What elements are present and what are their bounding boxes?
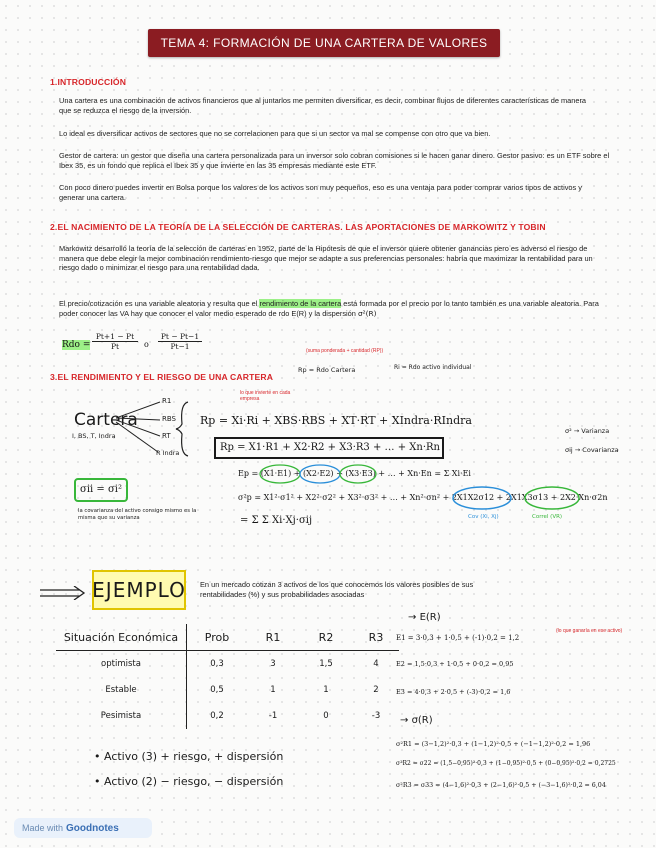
goodnotes-watermark: Made with Goodnotes <box>14 818 152 838</box>
conclusion-2: • Activo (2) − riesgo, − dispersión <box>94 775 284 788</box>
ep-highlights <box>258 462 378 486</box>
s2-calc: σ²R2 = σ22 = (1,5−0,95)²·0,3 + (1−0,95)²·0,5 + (0−0,95)²·0,2 = 0,2725 <box>396 760 616 767</box>
section-2-heading: 2.EL NACIMIENTO DE LA TEORÍA DE LA SELECCIÓN DE CARTERAS. LAS APORTACIONES DE MARKOWITZ Y TOBIN <box>50 222 546 232</box>
s2-paragraph-1: Markowitz desarrolló la teoría de la selección de carteras en 1952, parte de la Hipótesis de que el inversor quiere obtener ganancias pero es adverso el riesgo de manera que debe elegir la mejor combinación rendimiento-riesgo que mejor se adapte a sus preferencias personales: habría que maximizar la rentabilidad para un riesgo dado o minimizar el riesgo para una rentabilidad dada. <box>59 244 593 273</box>
rp-equation-2: Rp = X1·R1 + X2·R2 + X3·R3 + … + Xn·Rn <box>214 437 444 459</box>
s1-paragraph-4: Con poco dinero puedes invertir en Bolsa porque los valores de los activos son muy pequeños, eso es una ventaja para poder comprar varios tipos de activos y generar una cartera. <box>59 183 582 202</box>
weights-note: lo que invierte en cada empresa <box>240 390 291 402</box>
table-header-row: Situación Económica Prob R1 R2 R3 <box>56 624 399 651</box>
ejemplo-label: EJEMPLO <box>92 570 186 610</box>
table-row: Estable 0,5 1 1 2 <box>56 677 399 703</box>
sigma-covarianza: σij → Covarianza <box>565 446 619 454</box>
s2-paragraph-2: El precio/cotización es una variable aleatoria y resulta que el rendimiento de la cartera está formada por el precio por lo tanto también es una variable aleatoria. Para poder conocer las VA hay que conocer el valor medio esperado de rdo E(R) y la dispersión σ²(R) <box>59 299 599 318</box>
rdo-fraction-2: Pt − Pt−1 Pt−1 <box>158 332 202 351</box>
r-item-2: RBS <box>162 415 176 423</box>
e1-calc: E1 = 3·0,3 + 1·0,5 + (-1)·0,2 = 1,2 <box>396 634 520 642</box>
cartera-assets: I, BS, T, Indra <box>72 432 116 440</box>
variance-equation: σ²p = X1²·σ1² + X2²·σ2² + X3²·σ3² + … + Xn²·σn² + 2X1X2σ12 + 2X1X3σ13 + 2X2·Xn·σ2n <box>238 493 608 502</box>
variance-sum: = Σ Σ Xi·Xj·σij <box>240 515 313 526</box>
r-item-4: R Indra <box>156 449 180 457</box>
rdo-fraction-1: Pt+1 − Pt Pt <box>92 332 138 351</box>
rdo-label: Rdo = <box>62 340 91 350</box>
corr-note: Correl (VR) <box>532 514 563 520</box>
cartera-branches <box>114 394 196 464</box>
section-1-heading: 1.INTRODUCCIÓN <box>50 77 127 87</box>
sigma-ii-box: σii = σi² <box>74 478 128 502</box>
e2-calc: E2 = 1,5·0,3 + 1·0,5 + 0·0,2 = 0,95 <box>396 660 514 668</box>
er-note: (lo que ganaría en ese activo) <box>556 628 623 634</box>
e3-calc: E3 = 4·0,3 + 2·0,5 + (-3)·0,2 = 1,6 <box>396 688 511 696</box>
r-item-3: RT <box>162 432 171 440</box>
note-suma-ponderada: (suma ponderada + cantidad (RP)) <box>306 348 384 354</box>
variance-highlights <box>452 484 582 514</box>
cov-note: Cov (Xi, Xj) <box>468 514 499 520</box>
s1-paragraph-2: Lo ideal es diversificar activos de sectores que no se correlacionen para que si un sector va mal se compense con otro que va bien. <box>59 129 491 138</box>
cartera-label: Cartera <box>74 410 138 430</box>
ejemplo-text: En un mercado cotizan 3 activos de los que conocemos los valores posibles de sus rentabilidades (%) y sus probabilidades asociadas <box>200 580 474 599</box>
scenario-table <box>56 624 399 729</box>
double-arrow-icon <box>38 586 88 600</box>
s1-paragraph-3: Gestor de cartera: un gestor que diseña una cartera personalizada para un inversor solo cobran comisiones si le hacen ganar dinero. Gestor pasivo: es un ETF sobre el Ibex 35, es un fondo que replica el Ibex 35 y que invierte en las 35 empresas mediante este ETF. <box>59 151 610 170</box>
s1-paragraph-1: Una cartera es una combinación de activos financieros que al juntarlos me permiten diversificar, es decir, combinar flujos de diferentes características de manera que se reduzca el riesgo de la inversión. <box>59 96 587 115</box>
ep-equation: Ep = (X1·E1) + (X2·E2) + (X3·E3) + … + Xn·En = Σ Xi·Ei <box>238 469 471 478</box>
or-text: o <box>144 340 149 349</box>
sigma-ii-note: la covarianza del activo consigo mismo es la misma que su varianza <box>78 508 197 521</box>
table-row: optimista 0,3 3 1,5 4 <box>56 651 399 678</box>
s3-calc: σ²R3 = σ33 = (4−1,6)²·0,3 + (2−1,6)²·0,5 + (−3−1,6)²·0,2 = 6,04 <box>396 782 606 789</box>
table-row: Pesimista 0,2 -1 0 -3 <box>56 703 399 729</box>
er-label: → E(R) <box>408 612 441 623</box>
sr-label: → σ(R) <box>400 715 433 726</box>
section-3-heading: 3.EL RENDIMIENTO Y EL RIESGO DE UNA CARTERA <box>50 372 274 382</box>
page-title: TEMA 4: FORMACIÓN DE UNA CARTERA DE VALORES <box>148 29 500 57</box>
rp-equation-1: Rp = Xi·Ri + XBS·RBS + XT·RT + XIndra·RIndra <box>200 414 472 427</box>
r-item-1: R1 <box>162 397 172 405</box>
ri-definition: Ri = Rdo activo individual <box>394 364 472 371</box>
highlight-rendimiento: rendimiento de la cartera <box>259 299 342 308</box>
conclusion-1: • Activo (3) + riesgo, + dispersión <box>94 750 284 763</box>
rp-definition: Rp = Rdo Cartera <box>298 366 356 374</box>
s1-calc: σ²R1 = (3−1,2)²·0,3 + (1−1,2)²·0,5 + (−1−1,2)²·0,2 = 1,96 <box>396 740 591 748</box>
sigma-varianza: σ² → Varianza <box>565 427 610 435</box>
